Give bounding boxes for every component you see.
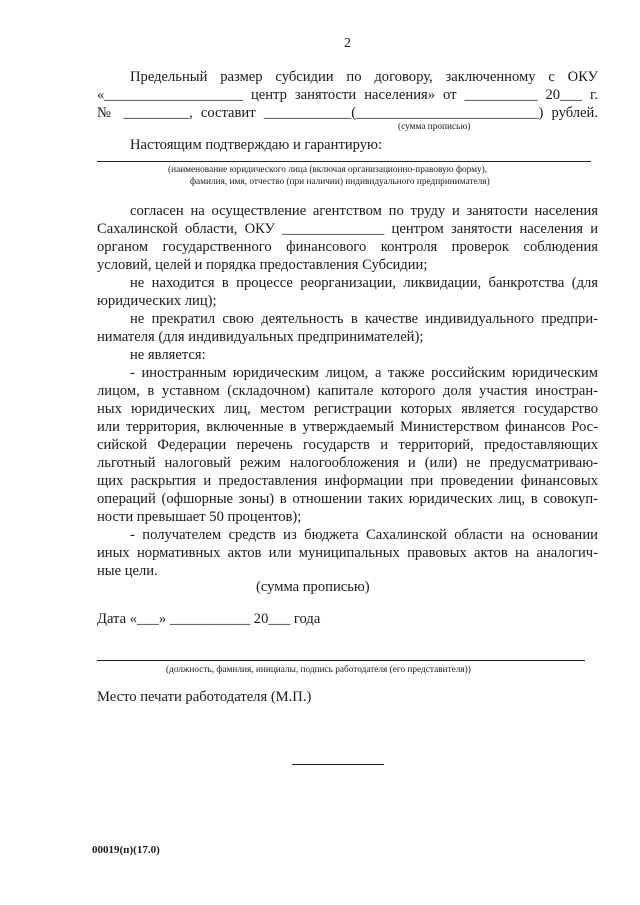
body-line: нимателя (для индивидуальных предпринимателей); <box>97 329 424 345</box>
page-number: 2 <box>344 36 351 51</box>
end-separator-rule <box>292 764 384 765</box>
body-line: органом государственного финансового контроля проверок соблюдения <box>97 239 598 255</box>
footer-document-code: 00019(п)(17.0) <box>92 844 160 856</box>
body-line: иных нормативных актов или муниципальных правовых актов на аналогич- <box>97 545 598 561</box>
body-line: или территория, включенные в утверждаемый Министерством финансов Рос- <box>97 419 598 435</box>
signature-rule <box>97 660 585 661</box>
entity-name-rule <box>97 161 591 162</box>
body-line: не является: <box>130 347 206 363</box>
body-line: ных юридических лиц, местом регистрации которых является государство <box>97 401 598 417</box>
body-line: не прекратил свою деятельность в качестве индивидуального предпри- <box>130 311 598 327</box>
body-line: - иностранным юридическим лицом, а также российским юридическим <box>130 365 598 381</box>
body-line: - получателем средств из бюджета Сахалинской области на основании <box>130 527 598 543</box>
body-line: условий, целей и порядка предоставления Субсидии; <box>97 257 428 273</box>
body-line: ные цели. <box>97 563 158 579</box>
sum-in-words-caption: (сумма прописью) <box>256 579 370 595</box>
subsidy-line-2: «___________________ центр занятости населения» от __________ 20___ г. <box>97 87 598 103</box>
subsidy-line-1: Предельный размер субсидии по договору, заключенному с ОКУ <box>130 69 598 85</box>
date-line: Дата «___» ___________ 20___ года <box>97 611 321 627</box>
body-line: операций (офшорные зоны) в отношении таких юридических лиц, в совокуп- <box>97 491 598 507</box>
subsidy-line-3: № _________, составит ____________(_________________________) рублей. <box>97 105 598 121</box>
body-line: ности превышает 50 процентов); <box>97 509 302 525</box>
signature-caption: (должность, фамилия, инициалы, подпись работодателя (его представителя)) <box>166 665 471 675</box>
body-line: согласен на осуществление агентством по труду и занятости населения <box>130 203 598 219</box>
body-line: юридических лиц); <box>97 293 217 309</box>
subsidy-sum-caption: (сумма прописью) <box>398 122 471 132</box>
entity-caption-1: (наименование юридического лица (включая организационно-правовую форму), <box>168 165 488 175</box>
confirm-text: Настоящим подтверждаю и гарантирую: <box>130 137 382 153</box>
body-line: лицом, в уставном (складочном) капитале которого доля участия иностран- <box>97 383 598 399</box>
body-line: не находится в процессе реорганизации, ликвидации, банкротства (для <box>130 275 598 291</box>
entity-caption-2: фамилия, имя, отчество (при наличии) индивидуального предпринимателя) <box>190 177 490 187</box>
body-line: щих раскрытия и предоставления информации при проведении финансовых <box>97 473 598 489</box>
body-line: льготный налоговый режим налогообложения и (или) не предусматриваю- <box>97 455 598 471</box>
body-line: сийской Федерации перечень государств и территорий, предоставляющих <box>97 437 598 453</box>
stamp-place-text: Место печати работодателя (М.П.) <box>97 689 312 705</box>
body-line: Сахалинской области, ОКУ ______________ центром занятости населения и <box>97 221 598 237</box>
